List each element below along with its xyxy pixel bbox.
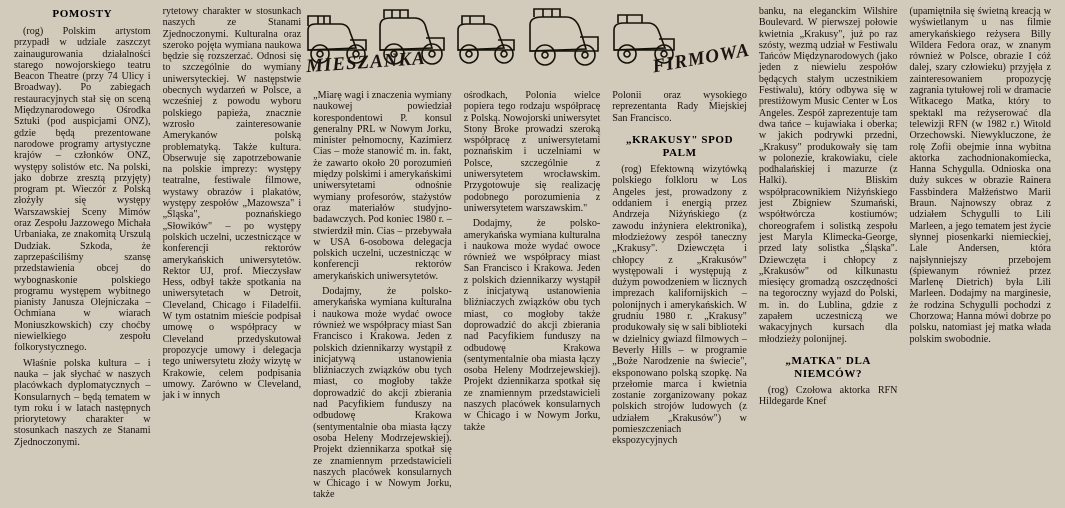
column-2 — [157, 6, 308, 504]
masthead-left-word: MIESZANKA — [305, 47, 427, 78]
paragraph: rytetowy charakter w stosunkach naszych ze Stanami Zjednoczonymi. Kulturalna oraz szeroko pojęta wymiana naukowa będzie się rozszerzać. Odnosi się to szczególnie do wymiany uniwersyteckiej. W następstwie obecnych wydarzeń w Polsce, a wcześniej z powodu wyboru polskiego papieża, znacznie wzrosło zainteresowanie Amerykanów polską problematyką. Także kultura. Obserwuje się zapotrzebowanie na polskie imprezy: występy teatralne, festiwale filmowe, wystawy obrazów i plakatów, występy zespołów „Mazowsza" i „Śląska", poznańskiego „Słowików" – po występy polskich uczelni, uczestniczące w konferencji rektorów amerykańskich uniwersytetów. Rektor UJ, prof. Mieczysław Hess, odbył także spotkania na uniwersytetach w Detroit, Cleveland, Chicago i Filadelfii. W tym ostatnim mieście podpisał umowę o współpracy w Cleveland przedyskutował propozycje umowy i delegacja tego uniwersytetu złoży wizytę w Krakowie, celem podpisania umowy. Zarówno w Cleveland, jak i w innych — [162, 6, 302, 402]
paragraph: (rog) Polskim artystom przypadł w udziale zaszczyt zainaugurowania działalności starego nowojorskiego teatru Beacon Theatre (przy 74 Ulicy i Broadway). Po zabiegach restauracyjnych stał się on sceną Międzynarodowego Ośrodka Sztuki (pod auspicjami ONZ), gdzie będą prezentowane narodowe programy artystyczne krajów – członków ONZ, występy solistów etc. Na polski, jako dobrze zresztą przyjęty) program pt. Wieczór z Polską złożyły się występy Warszawskiej Sceny Mimów oraz Zespołu Jazzowego Michała Urbaniaka, ze znakomitą Urszulą Dudziak. Szkoda, że zaprzepaściliśmy szansę przedstawienia obcej do wybognaskonie polskiego programu występem wybitnego pianisty Janusza Olejniczaka – Ochmiana w wiarach Moniuszkowskich) czy choćby niewielkiego zespołu folkorystycznego. — [14, 26, 151, 354]
banner-spacer — [313, 6, 452, 90]
column-6 — [753, 6, 904, 504]
column-1-heading: POMOSTY — [52, 8, 113, 20]
paragraph: Dodajmy, że polsko-amerykańska wymiana kulturalna i naukowa może wydać owoce również we współpracy miast San Francisco i Krakowa. Jeden z polskich dziennikarzy wystąpił z inicjatywą ustanowienia bliźniaczych związków obu tych miast, co mogłoby także doprowadzić do akcji zbierania nad Pacyfikiem funduszy na odbudowę Krakowa (sentymentalnie oba miasta łączy osoba Heleny Modrzejewskiej). Projekt dziennikarza spotkał się ze znamiennym przedstawicieli naszych placówek konsularnych w Chicago i w Nowym Jorku, także — [313, 286, 452, 501]
paragraph: Właśnie polska kultura – i nauka – jak słychać w naszych placówkach dyplomatycznych –Konsularnych – będą tematem w tym roku i w latach następnych priorytetowy charakter w stosunkach naszych ze Stanami Zjednoczonymi. — [14, 357, 151, 448]
paragraph: (upamiętniła się świetną kreacją w wyświetlanym u nas filmie amerykańskiego reżysera Billy Wildera Fedora oraz, w znanym również w Polsce, obrazie I cóż dalej, szary człowieku) przyjęła z zainteresowaniem propozycję zagrania tytułowej roli w dramacie Witkacego Matka, który to spektakl ma reżyserować dla telewizji RFN (w 1982 r.) Witold Orzechowski. Niewykluczone, że rolę Zofii obejmie inna wybitna aktorka zachodnionakomiecka, Hanna Schygulla. Odnioska ona duży sukces w obrazie Rainera Fassbindera Małżeństwo Marii Braun. Najnowszy obraz z udziałem Schygulli to Lili Marleen, a jego tematem jest życie słynnej piosenkarki niemieckiej, Lale Andersen, która najsłynniejszy przebojem (śpiewanym również przez Marlenę Dietrich) była Lili Marleen. Dodajmy na marginesie, że rodzina Schygulli pochodzi z Chorzowa; Hanna mówi dobrze po polsku, natomiast jej matka włada polskim swobodnie. — [909, 6, 1051, 345]
column-5-heading: „KRAKUSY" SPOD PALM — [626, 133, 734, 159]
column-3 — [307, 6, 458, 504]
paragraph: „Miarę wagi i znaczenia wymiany naukowej powiedział korespondentowi P. konsul generalny PRL w Nowym Jorku, minister pełnomocny, Kazimierz Cias – może stanowić m. in. fakt, że zawarto około 20 porozumień między polskimi i amerykańskimi uniwersytetami odnośnie wymiany profesorów, stażystów oraz materiałów studyjno-badawczych. Pod koniec 1980 r. – stwierdził min. Cias – przebywała w USA 6-osobowa delegacja polskich uczelni, uczestnicząc w konferencji rektorów amerykańskich uniwersytetów. — [313, 90, 452, 282]
article-columns — [8, 6, 1057, 504]
paragraph: Polonii oraz wysokiego reprezentanta Rady Miejskiej San Francisco. — [612, 90, 747, 124]
column-5 — [606, 6, 753, 504]
column-1 — [8, 6, 157, 504]
paragraph: (rog) Czołowa aktorka RFN Hildegarde Knef — [758, 385, 898, 408]
column-7 — [903, 6, 1057, 504]
banner-spacer — [612, 6, 747, 90]
paragraph: banku, na eleganckim Wilshire Boulevard. W pierwszej połowie kwietnia „Krakusy", już po raz szósty, wezmą udział w Festiwalu Tańców Międzynarodowych (jako jeden z niewielu zespołów będących stałym uczestnikiem Festiwalu), który odbywa się w prestiżowym Music Center w Los Angeles. Zespół zaprezentuje tam dwa tańce – kujawiaka i oberka; w jakich podrywki przedni, „Krakusy" produkowały się tam w polonezie, krakowiaku, ciele podhalańskiej i mazurze (z Halki). Bliskim współpracownikiem Niżyńskiego jest Zbigniew Szumański, współtwórcza kostiumów; choreografem i solistką zespołu jest Maryla Klimecka-George, przed laty solistka „Śląska". Dziewczęta i chłopcy z „Krakusów" od kilkunastu miesięcy gromadzą oszczędności na tegoroczny wyjazd do Polski, m. in. do Lublina, gdzie z zapałem uczestniczą we wakacyjnych kursach dla młodzieży polonijnej. — [758, 6, 898, 345]
banner-spacer — [464, 6, 601, 90]
column-6-heading: „MATKA" DLA NIEMCÓW? — [785, 354, 871, 380]
paragraph: (rog) Efektowną wizytówką polskiego folkloru w Los Angeles jest, prowadzony z oddaniem i energią przez Andrzeja Niżyńskiego (z zawodu inżyniera elektronika), młodzieżowy zespół taneczny „Krakusy". Dziewczęta i chłopcy z „Krakusów" występowali i występują z dużym powodzeniem w licznych imprezach kalifornijskich – polonijnych i amerykańskich. W grudniu 1980 r. „Krakusy" produkowały się w sali biblioteki w dzielnicy gwiazd filmowych – Beverly Hills – w programie „Boże Narodzenie na świecie", eksponowano polską szopkę. Na przełomie marca i kwietnia zostanie zorganizowany pokaz polskich strojów ludowych (z udziałem „Krakusów") w pomieszczeniach ekspozycyjnych — [612, 164, 747, 447]
masthead-right-word: FIRMOWA — [650, 39, 752, 78]
paragraph: Dodajmy, że polsko-amerykańska wymiana kulturalna i naukowa może wydać owoce również we współpracy miast San Francisco i Krakowa. Jeden z polskich dziennikarzy wystąpił z inicjatywą ustanowienia bliźniaczych związków obu tych miast, co mogłoby także doprowadzić do akcji zbierania nad Pacyfikiem funduszy na odbudowę Krakowa (sentymentalnie oba miasta łączy osoba Heleny Modrzejewskiej). Projekt dziennikarza spotkał się ze znamiennym przedstawicieli naszych placówek konsularnych w Chicago i w Nowym Jorku, także — [463, 218, 601, 433]
paragraph: ośrodkach, Polonia wielce popiera tego rodzaju współpracę z Polską. Nowojorski uniwersytet Stony Broke prowadzi szeroką współpracę z uniwersytetami poznańskim i uczelniami w Polsce, szczególnie z uniwersytetem wrocławskim. Przygotowuje się realizację podobnego porozumienia z uniwersytetem warszawskim." — [463, 90, 601, 214]
column-4 — [458, 6, 607, 504]
